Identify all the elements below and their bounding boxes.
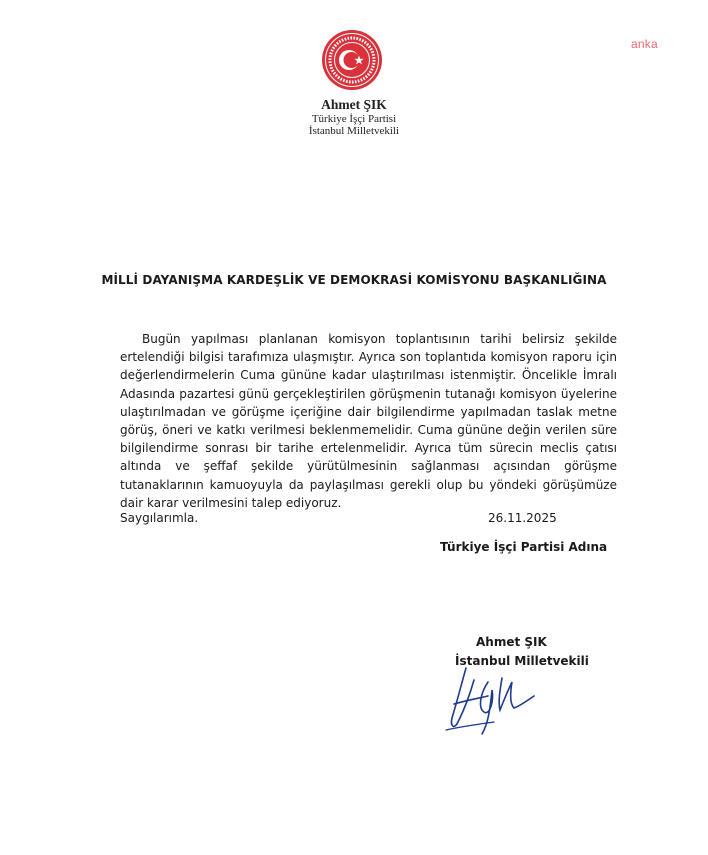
closing-greeting: Saygılarımla. xyxy=(120,511,199,525)
signatory-name: Ahmet ŞIK xyxy=(476,635,547,649)
letter-date: 26.11.2025 xyxy=(488,511,557,525)
letterhead-name: Ahmet ŞIK xyxy=(321,97,387,112)
body-paragraph: Bugün yapılması planlanan komisyon toplantısının tarihi belirsiz şekilde ertelendiği bilgisi tarafımıza ulaşmıştır. Ayrıca son toplantıda komisyon raporu için değerlendirmelerin Cuma gününe kadar ulaştırılması istenmiştir. Öncelikle İmralı Adasında pazartesi günü gerçekleştirilen görüşmenin tutanağı komisyon üyelerine ulaştırılmadan ve görüşme içeriğine dair bilgilendirme yapılmadan taslak metne görüş, öneri ve katkı verilmesi beklenmemelidir. Cuma gününe değin verilen süre bilgilendirme sonrası bir tarihe ertelenmelidir. Ayrıca tüm sürecin meclis çatısı altında ve şeffaf şekilde yürütülmesinin sağlanması açısından görüşme tutanaklarının kamuoyuyla da paylaşılması gerekli olup bu yöndeki görüşümüze dair karar verilmesini talep ediyoruz. xyxy=(120,332,617,510)
letterhead xyxy=(254,97,454,137)
signatory-title: İstanbul Milletvekili xyxy=(455,654,589,668)
document-title: MİLLİ DAYANIŞMA KARDEŞLİK VE DEMOKRASİ KOMİSYONU BAŞKANLIĞINA xyxy=(101,273,607,287)
on-behalf-line: Türkiye İşçi Partisi Adına xyxy=(440,540,608,554)
handwritten-signature xyxy=(444,660,540,738)
anka-watermark: anka xyxy=(631,37,658,51)
tbmm-seal-icon xyxy=(321,29,383,91)
letterhead-office: İstanbul Milletvekili xyxy=(308,125,400,137)
body-paragraph-container xyxy=(120,330,617,512)
letterhead-party: Türkiye İşçi Partisi xyxy=(311,113,397,125)
